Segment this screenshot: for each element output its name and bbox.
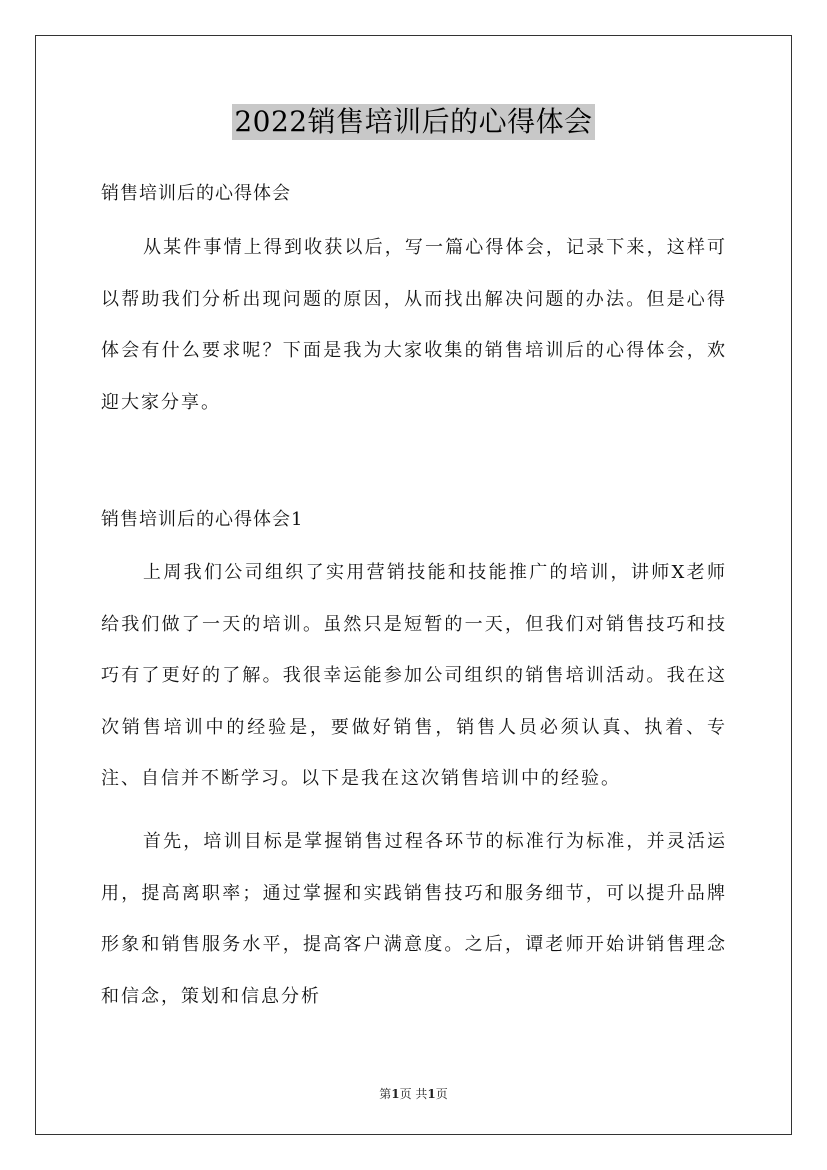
page-footer: [0, 1085, 827, 1102]
section1-paragraph-2: 首先，培训目标是掌握销售过程各环节的标准行为标准，并灵活运用，提高离职率；通过掌握和实践销售技巧和服务细节，可以提升品牌形象和销售服务水平，提高客户满意度。之后，谭老师开始讲销售理念和信念，策划和信息分析: [101, 831, 727, 1007]
footer-suffix: 页: [435, 1087, 448, 1101]
footer-mid: 页 共: [399, 1087, 428, 1101]
intro-paragraph: 从某件事情上得到收获以后，写一篇心得体会，记录下来，这样可以帮助我们分析出现问题的原因，从而找出解决问题的办法。但是心得体会有什么要求呢？下面是我为大家收集的销售培训后的心得体会，欢迎大家分享。: [101, 237, 727, 413]
document-title: 2022销售培训后的心得体会: [234, 105, 593, 138]
footer-page-current: 1: [391, 1087, 400, 1101]
document-subtitle: 销售培训后的心得体会: [101, 183, 291, 204]
footer-prefix: 第: [379, 1087, 392, 1101]
section1-paragraph-1: 上周我们公司组织了实用营销技能和技能推广的培训，讲师X老师给我们做了一天的培训。虽然只是短暂的一天，但我们对销售技巧和技巧有了更好的了解。我很幸运能参加公司组织的销售培训活动。我在这次销售培训中的经验是，要做好销售，销售人员必须认真、执着、专注、自信并不断学习。以下是我在这次销售培训中的经验。: [101, 562, 727, 789]
footer-page-total: 1: [427, 1087, 436, 1101]
section-heading-1: 销售培训后的心得体会1: [101, 509, 304, 530]
title-container: [0, 104, 827, 140]
